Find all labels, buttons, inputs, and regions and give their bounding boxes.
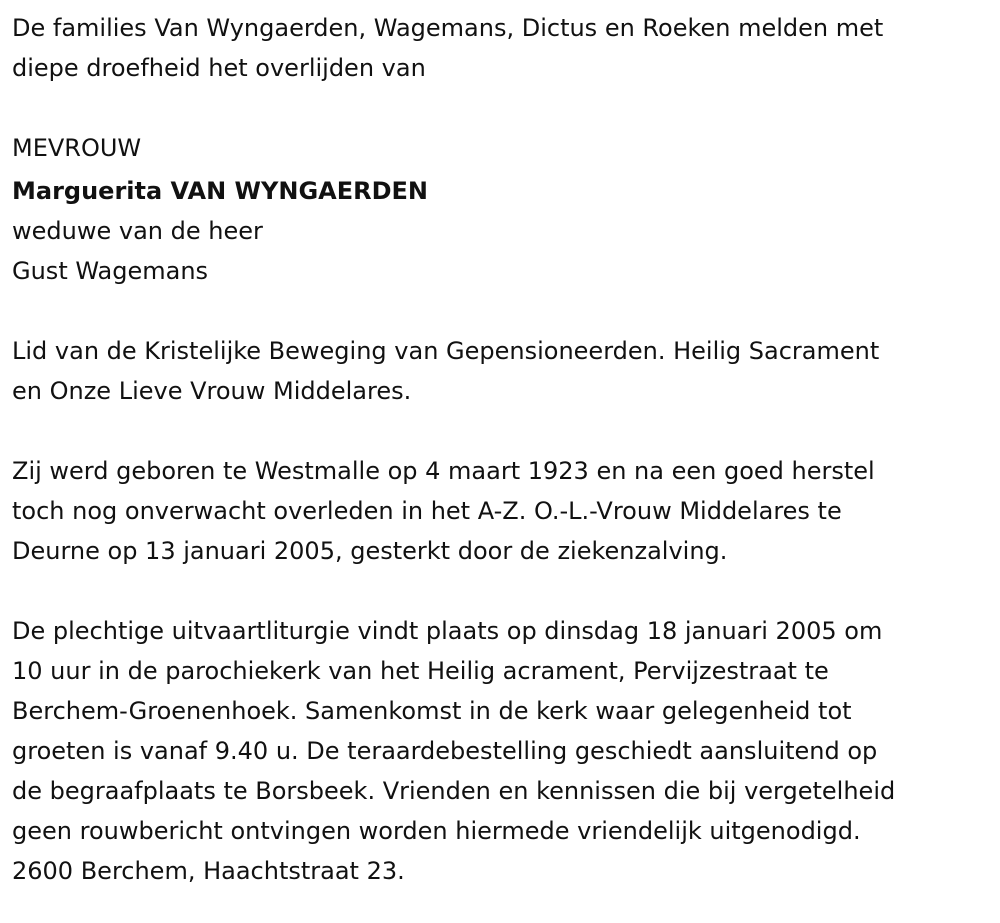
membership-paragraph	[12, 331, 988, 411]
funeral-line-2: 10 uur in de parochiekerk van het Heilig acrament, Pervijzestraat te	[12, 657, 829, 685]
obituary-notice	[12, 8, 988, 891]
intro-paragraph	[12, 8, 988, 88]
funeral-line-1: De plechtige uitvaartliturgie vindt plaats op dinsdag 18 januari 2005 om	[12, 617, 883, 645]
intro-line-2: diepe droefheid het overlijden van	[12, 54, 426, 82]
deceased-block	[12, 128, 988, 291]
funeral-details-paragraph	[12, 611, 988, 891]
funeral-line-3: Berchem-Groenenhoek. Samenkomst in de kerk waar gelegenheid tot	[12, 697, 852, 725]
life-details-paragraph	[12, 451, 988, 571]
spacer	[12, 291, 988, 331]
funeral-line-7: 2600 Berchem, Haachtstraat 23.	[12, 857, 405, 885]
spouse-name: Gust Wagemans	[12, 257, 209, 285]
funeral-line-6: geen rouwbericht ontvingen worden hiermede vriendelijk uitgenodigd.	[12, 817, 861, 845]
life-line-2: toch nog onverwacht overleden in het A-Z. O.-L.-Vrouw Middelares te	[12, 497, 842, 525]
spacer	[12, 571, 988, 611]
funeral-line-5: de begraafplaats te Borsbeek. Vrienden en kennissen die bij vergetelheid	[12, 777, 896, 805]
deceased-name: Marguerita VAN WYNGAERDEN	[12, 177, 428, 205]
life-line-3: Deurne op 13 januari 2005, gesterkt door de ziekenzalving.	[12, 537, 728, 565]
intro-line-1: De families Van Wyngaerden, Wagemans, Dictus en Roeken melden met	[12, 14, 884, 42]
funeral-line-4: groeten is vanaf 9.40 u. De teraardebestelling geschiedt aansluitend op	[12, 737, 878, 765]
membership-line-2: en Onze Lieve Vrouw Middelares.	[12, 377, 412, 405]
spouse-label: weduwe van de heer	[12, 217, 263, 245]
life-line-1: Zij werd geboren te Westmalle op 4 maart 1923 en na een goed herstel	[12, 457, 875, 485]
title-label: MEVROUW	[12, 134, 142, 162]
spacer	[12, 88, 988, 128]
spacer	[12, 411, 988, 451]
membership-line-1: Lid van de Kristelijke Beweging van Gepensioneerden. Heilig Sacrament	[12, 337, 880, 365]
